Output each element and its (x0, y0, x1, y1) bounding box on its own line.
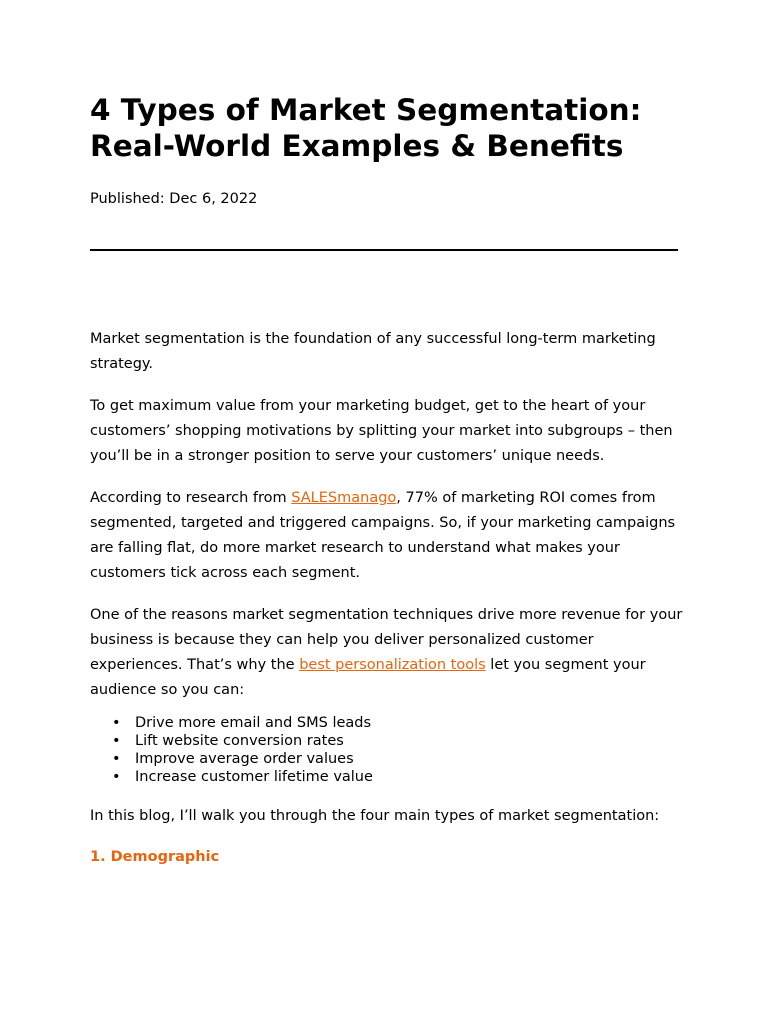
personalization-tools-link[interactable]: best personalization tools (299, 657, 486, 673)
article-title: 4 Types of Market Segmentation: Real-World Examples & Benefits (90, 93, 642, 163)
benefits-list (90, 714, 690, 786)
paragraph-personalization-text-before: One of the reasons market segmentation techniques drive more revenue for your business is because they can help you deliver personalized customer experiences. That’s why the (90, 607, 683, 673)
paragraph-personalization (90, 603, 690, 703)
paragraph-research-text-after: , 77% of marketing ROI comes from segmented, targeted and triggered campaigns. So, if your marketing campaigns are falling flat, do more market research to understand what makes your customers tick across each segment. (90, 490, 676, 581)
list-item (112, 750, 690, 768)
paragraph-research (90, 486, 690, 586)
paragraph-budget: To get maximum value from your marketing budget, get to the heart of your customers’ shopping motivations by splitting your market into subgroups – then you’ll be in a stronger position to serve your customers’ unique needs. (90, 398, 673, 464)
bullet-icon: • (112, 769, 121, 785)
paragraph-blog-intro: In this blog, I’ll walk you through the four main types of market segmentation: (90, 808, 660, 824)
list-item (112, 714, 690, 732)
paragraph-research-text-before: According to research from (90, 490, 292, 506)
paragraph-intro: Market segmentation is the foundation of any successful long-term marketing strategy. (90, 331, 656, 372)
salesmanago-link[interactable]: SALESmanago (291, 490, 397, 506)
list-item (112, 732, 690, 750)
list-item-text: Improve average order values (135, 751, 354, 767)
published-date: Published: Dec 6, 2022 (90, 191, 258, 207)
list-item-text: Increase customer lifetime value (135, 769, 373, 785)
paragraph-personalization-text-after: let you segment your audience so you can: (90, 657, 646, 698)
bullet-icon: • (112, 751, 121, 767)
list-item (112, 768, 690, 786)
bullet-icon: • (112, 733, 121, 749)
section-heading-demographic: 1. Demographic (90, 849, 220, 865)
list-item-text: Drive more email and SMS leads (135, 715, 372, 731)
bullet-icon: • (112, 715, 121, 731)
article-body (90, 327, 690, 868)
header-divider (90, 249, 678, 251)
list-item-text: Lift website conversion rates (135, 733, 344, 749)
